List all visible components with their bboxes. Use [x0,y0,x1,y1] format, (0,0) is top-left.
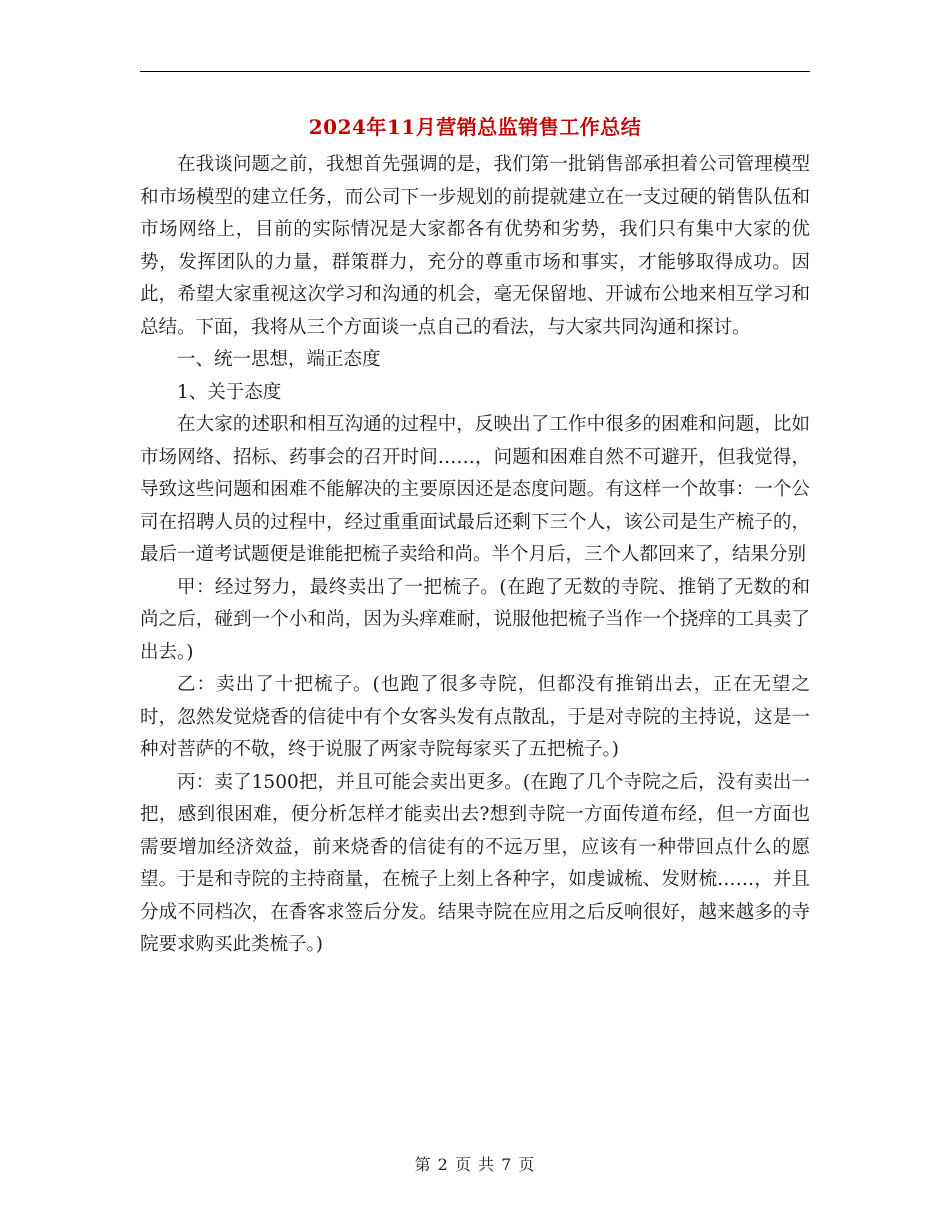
page-footer: 第 2 页 共 7 页 [414,1155,536,1174]
paragraph-intro: 在我谈问题之前，我想首先强调的是，我们第一批销售部承担着公司管理模型和市场模型的建立任务，而公司下一步规划的前提就建立在一支过硬的销售队伍和市场网络上，目前的实际情况是大家都各有优势和劣势，我们只有集中大家的优势，发挥团队的力量，群策群力，充分的尊重市场和事实，才能够取得成功。因此，希望大家重视这次学习和沟通的机会，毫无保留地、开诚布公地来相互学习和总结。下面，我将从三个方面谈一点自己的看法，与大家共同沟通和探讨。 [140,154,810,338]
header-rule [140,71,810,72]
paragraph-candidate-c: 丙：卖了1500把，并且可能会卖出更多。(在跑了几个寺院之后，没有卖出一把，感到很困难，便分析怎样才能卖出去?想到寺院一方面传道布经，但一方面也需要增加经济效益，前来烧香的信徒有的不远万里，应该有一种带回点什么的愿望。于是和寺院的主持商量，在梳子上刻上各种字，如虔诚梳、发财梳……，并且分成不同档次，在香客求签后分发。结果寺院在应用之后反响很好，越来越多的寺院要求购买此类梳子。) [140,771,810,955]
document-body [140,149,810,962]
document-title: 2024年11月营销总监销售工作总结 [308,115,642,139]
paragraph-candidate-b: 乙：卖出了十把梳子。(也跑了很多寺院，但都没有推销出去，正在无望之时，忽然发觉烧香的信徒中有个女客头发有点散乱，于是对寺院的主持说，这是一种对菩萨的不敬，终于说服了两家寺院每家买了五把梳子。) [140,674,810,760]
paragraph-candidate-a: 甲：经过努力，最终卖出了一把梳子。(在跑了无数的寺院、推销了无数的和尚之后，碰到一个小和尚，因为头痒难耐，说服他把梳子当作一个挠痒的工具卖了出去。) [140,576,810,663]
section-heading: 一、统一思想，端正态度 [177,349,381,370]
paragraph-story: 在大家的述职和相互沟通的过程中，反映出了工作中很多的困难和问题，比如市场网络、招标、药事会的召开时间……，问题和困难自然不可避开，但我觉得，导致这些问题和困难不能解决的主要原因还是态度问题。有这样一个故事：一个公司在招聘人员的过程中，经过重重面试最后还剩下三个人，该公司是生产梳子的，最后一道考试题便是谁能把梳子卖给和尚。半个月后，三个人都回来了，结果分别 [140,414,810,565]
subsection-heading: 1、关于态度 [177,381,282,403]
